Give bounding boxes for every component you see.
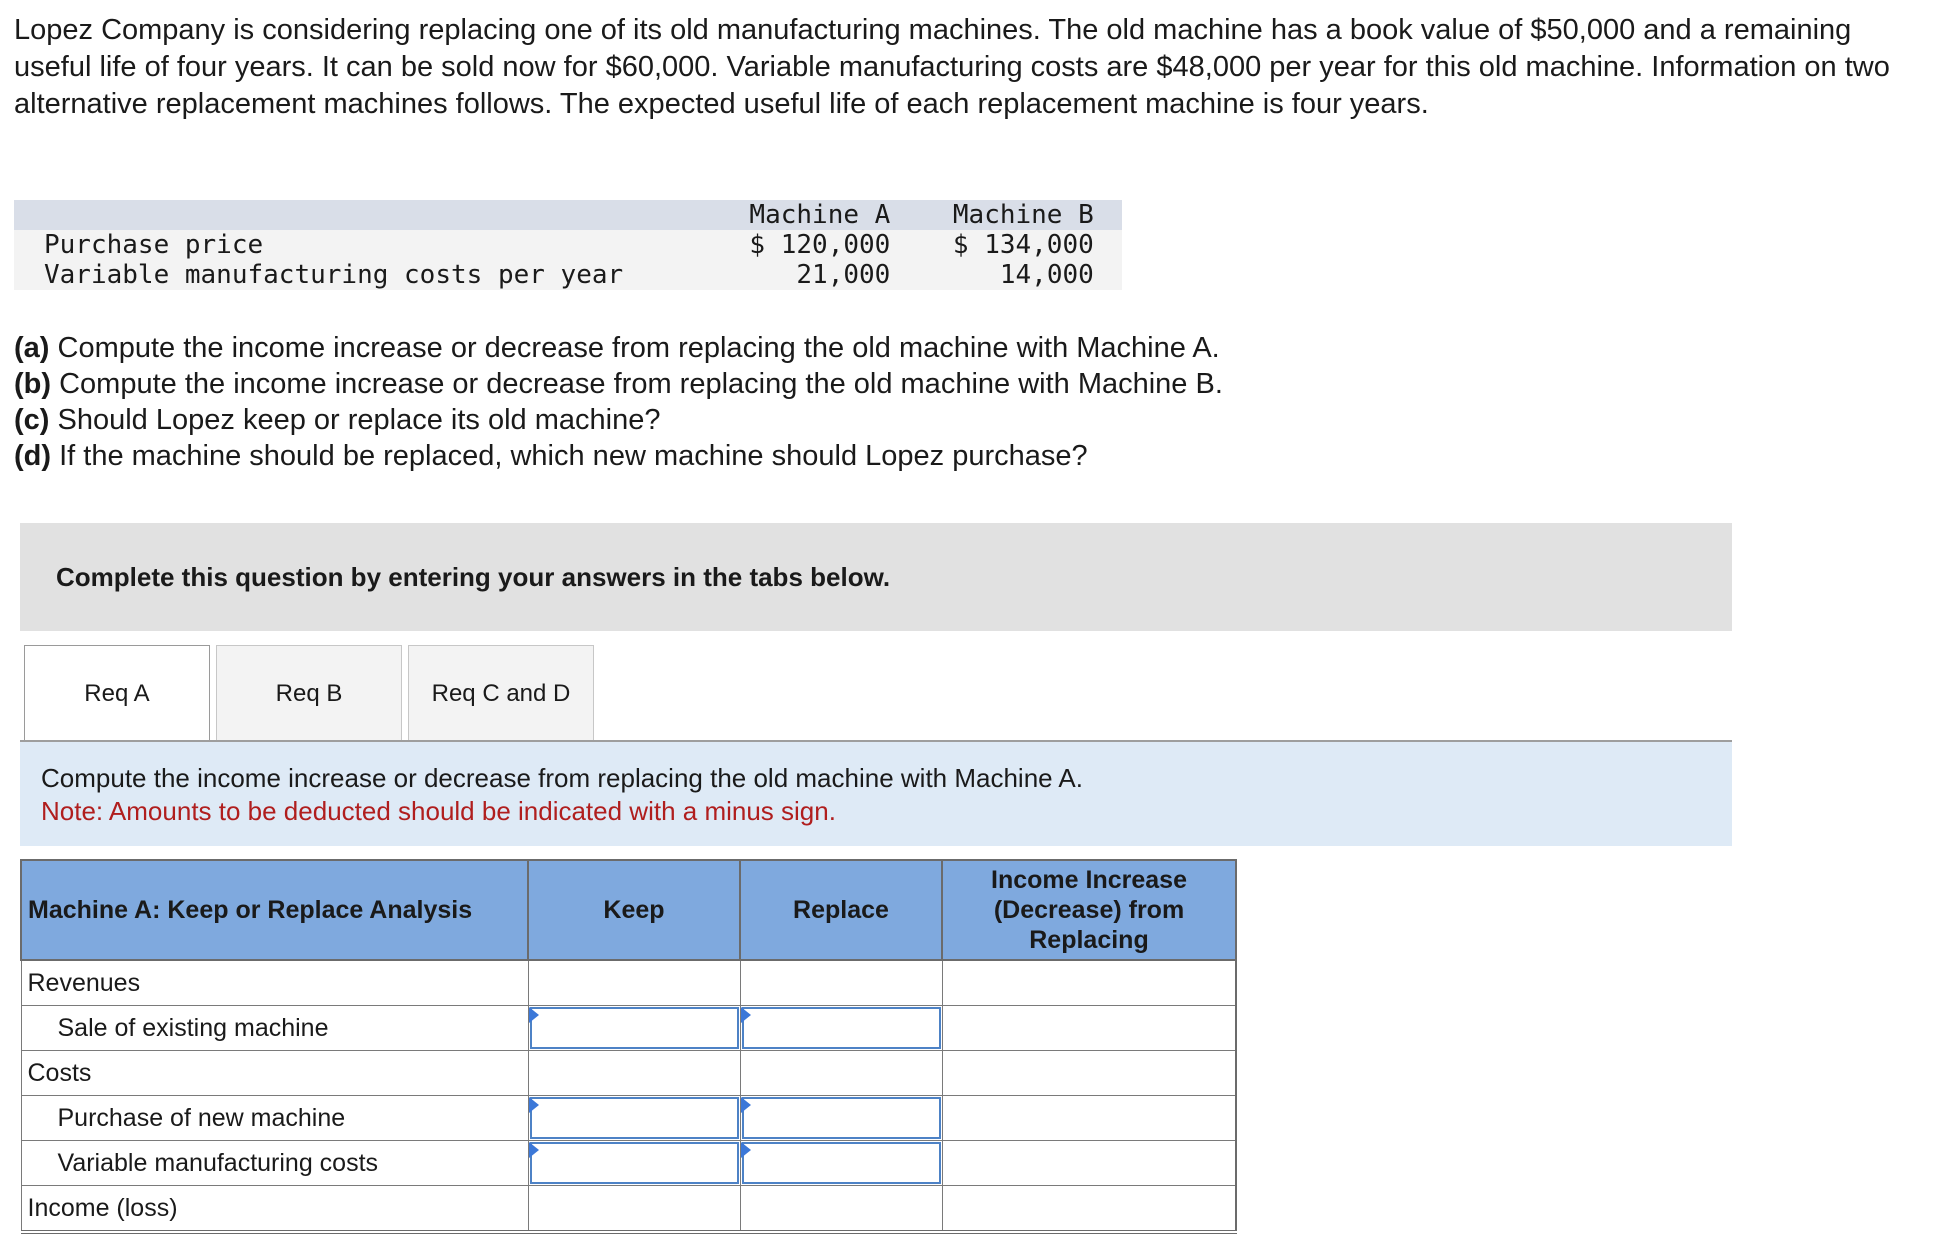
problem-intro: Lopez Company is considering replacing one of its old manufacturing machines. The old machine has a book value of $50,000 and a remaining useful life of four years. It can be sold now for $60,000. Variable manufacturing costs are $48,000 per year for this old machine. Information on two alternative replacement machines follows. The expected useful life of each replacement machine is four years. <box>14 14 1890 120</box>
costs-label: Costs <box>21 1051 528 1096</box>
costs-row <box>21 1051 1236 1096</box>
req-a-instructions <box>20 742 1732 846</box>
sale-replace-input[interactable] <box>740 1006 942 1051</box>
question-a-text: Compute the income increase or decrease from replacing the old machine with Machine A. <box>49 332 1220 364</box>
machine-info-header-row <box>14 200 1122 230</box>
purchase-keep-input[interactable] <box>528 1096 740 1141</box>
tab-req-a[interactable]: Req A <box>24 645 210 741</box>
sale-existing-label: Sale of existing machine <box>21 1006 528 1051</box>
question-list <box>14 330 1223 474</box>
revenues-row <box>21 960 1236 1006</box>
question-a-tag: (a) <box>14 332 50 364</box>
req-tabs <box>24 645 600 741</box>
purchase-new-label: Purchase of new machine <box>21 1096 528 1141</box>
question-d <box>14 438 1223 474</box>
question-d-text: If the machine should be replaced, which new machine should Lopez purchase? <box>51 440 1088 472</box>
tab-req-c-and-d[interactable]: Req C and D <box>408 645 594 741</box>
revenues-label: Revenues <box>21 960 528 1006</box>
machine-b-header: Machine B <box>890 200 1093 230</box>
purchase-price-a: $ 120,000 <box>709 230 890 260</box>
variable-mfg-row <box>21 1141 1236 1186</box>
keep-replace-table <box>20 859 1237 1234</box>
instructions-banner: Complete this question by entering your answers in the tabs below. <box>20 523 1732 631</box>
req-a-note: Note: Amounts to be deducted should be indicated with a minus sign. <box>41 796 836 826</box>
variable-costs-row <box>14 260 1122 290</box>
machine-a-header: Machine A <box>709 200 890 230</box>
sale-existing-row <box>21 1006 1236 1051</box>
machine-info-table <box>14 200 1122 290</box>
tab-req-b[interactable]: Req B <box>216 645 402 741</box>
question-c-tag: (c) <box>14 404 50 436</box>
question-b <box>14 366 1223 402</box>
purchase-new-row <box>21 1096 1236 1141</box>
purchase-replace-input[interactable] <box>740 1096 942 1141</box>
question-b-text: Compute the income increase or decrease from replacing the old machine with Machine B. <box>51 368 1223 400</box>
income-loss-row <box>21 1186 1236 1233</box>
variable-costs-a: 21,000 <box>709 260 890 290</box>
question-a <box>14 330 1223 366</box>
variable-replace-input[interactable] <box>740 1141 942 1186</box>
variable-costs-b: 14,000 <box>890 260 1093 290</box>
purchase-price-b: $ 134,000 <box>890 230 1093 260</box>
income-loss-label: Income (loss) <box>21 1186 528 1233</box>
purchase-price-label: Purchase price <box>14 230 709 260</box>
replace-header: Replace <box>740 860 942 960</box>
req-a-instruction-text: Compute the income increase or decrease from replacing the old machine with Machine A. <box>41 763 1083 793</box>
variable-keep-input[interactable] <box>528 1141 740 1186</box>
variable-costs-label: Variable manufacturing costs per year <box>14 260 709 290</box>
variable-mfg-label: Variable manufacturing costs <box>21 1141 528 1186</box>
keep-header: Keep <box>528 860 740 960</box>
analysis-title-header: Machine A: Keep or Replace Analysis <box>21 860 528 960</box>
question-c-text: Should Lopez keep or replace its old machine? <box>49 404 661 436</box>
question-c <box>14 402 1223 438</box>
question-b-tag: (b) <box>14 368 52 400</box>
question-d-tag: (d) <box>14 440 52 472</box>
sale-keep-input[interactable] <box>528 1006 740 1051</box>
income-diff-header: Income Increase (Decrease) from Replacing <box>942 860 1236 960</box>
purchase-price-row <box>14 230 1122 260</box>
keep-replace-header-row <box>21 860 1236 960</box>
